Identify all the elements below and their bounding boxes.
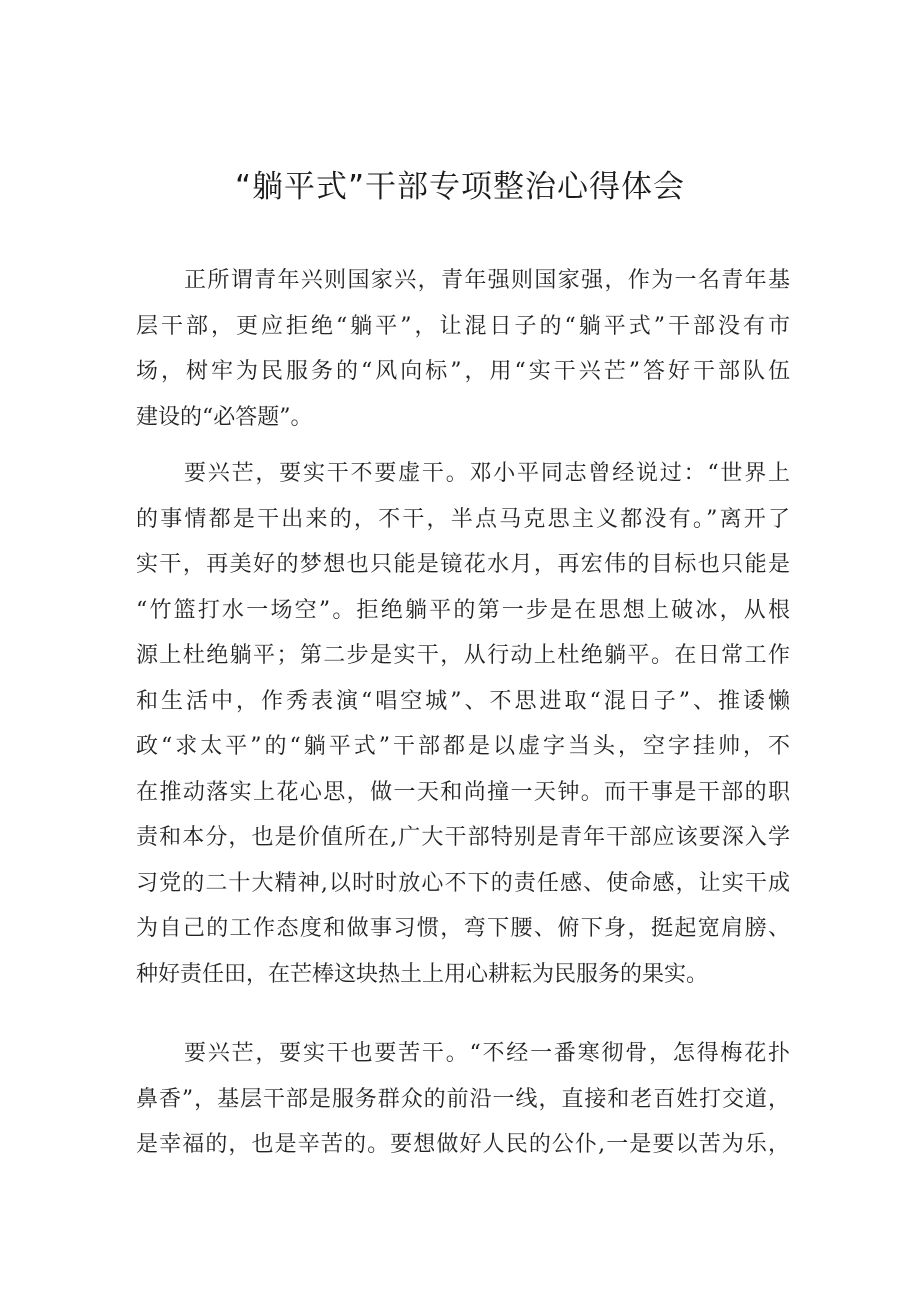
paragraph-line: 正所谓青年兴则国家兴，青年强则国家强，作为一名青年基 bbox=[184, 268, 790, 293]
paragraph-line: 是幸福的，也是辛苦的。要想做好人民的公仆,一是要以苦为乐， bbox=[136, 1132, 790, 1157]
paragraph-line: 和生活中，作秀表演“唱空城”、不思进取“混日子”、推诿懒 bbox=[136, 688, 790, 714]
paragraph-line: 为自己的工作态度和做事习惯，弯下腰、俯下身，挺起宽肩膀、 bbox=[136, 916, 790, 941]
paragraph-line: “竹篮打水一场空”。拒绝躺平的第一步是在思想上破冰，从根 bbox=[136, 597, 790, 623]
paragraph-line: 源上杜绝躺平；第二步是实干，从行动上杜绝躺平。在日常工作 bbox=[136, 643, 790, 668]
paragraph-line: 建设的“必答题”。 bbox=[136, 404, 313, 430]
paragraph-line: 在推动落实上花心思，做一天和尚撞一天钟。而干事是干部的职 bbox=[136, 779, 790, 805]
paragraph-line: 政“求太平”的“躺平式”干部都是以虚字当头，空字挂帅，不 bbox=[136, 734, 790, 759]
paragraph-2 bbox=[136, 451, 790, 997]
paragraph-line: 习党的二十大精神,以时时放心不下的责任感、使命感，让实干成 bbox=[136, 870, 790, 896]
paragraph-3 bbox=[136, 1031, 790, 1168]
paragraph-line: 责和本分，也是价值所在,广大干部特别是青年干部应该要深入学 bbox=[136, 825, 790, 850]
paragraph-line: 的事情都是干出来的，不干，半点马克思主义都没有。”离开了 bbox=[136, 506, 790, 532]
paragraph-line: 层干部，更应拒绝“躺平”，让混日子的“躺平式”干部没有市 bbox=[136, 313, 790, 339]
paragraph-line: 鼻香”，基层干部是服务群众的前沿一线，直接和老百姓打交道， bbox=[136, 1086, 790, 1112]
paragraph-line: 实干，再美好的梦想也只能是镜花水月，再宏伟的目标也只能是 bbox=[136, 552, 790, 577]
paragraph-1 bbox=[136, 258, 790, 440]
paragraph-line: 种好责任田，在芒棒这块热土上用心耕耘为民服务的果实。 bbox=[136, 961, 709, 987]
paragraph-line: 要兴芒，要实干不要虚干。邓小平同志曾经说过：“世界上 bbox=[184, 461, 790, 486]
document-title: “躺平式”干部专项整治心得体会 bbox=[234, 169, 686, 205]
paragraph-line: 要兴芒，要实干也要苦干。“不经一番寒彻骨，怎得梅花扑 bbox=[184, 1041, 790, 1066]
paragraph-line: 场，树牢为民服务的“风向标”，用“实干兴芒”答好干部队伍 bbox=[136, 359, 790, 384]
